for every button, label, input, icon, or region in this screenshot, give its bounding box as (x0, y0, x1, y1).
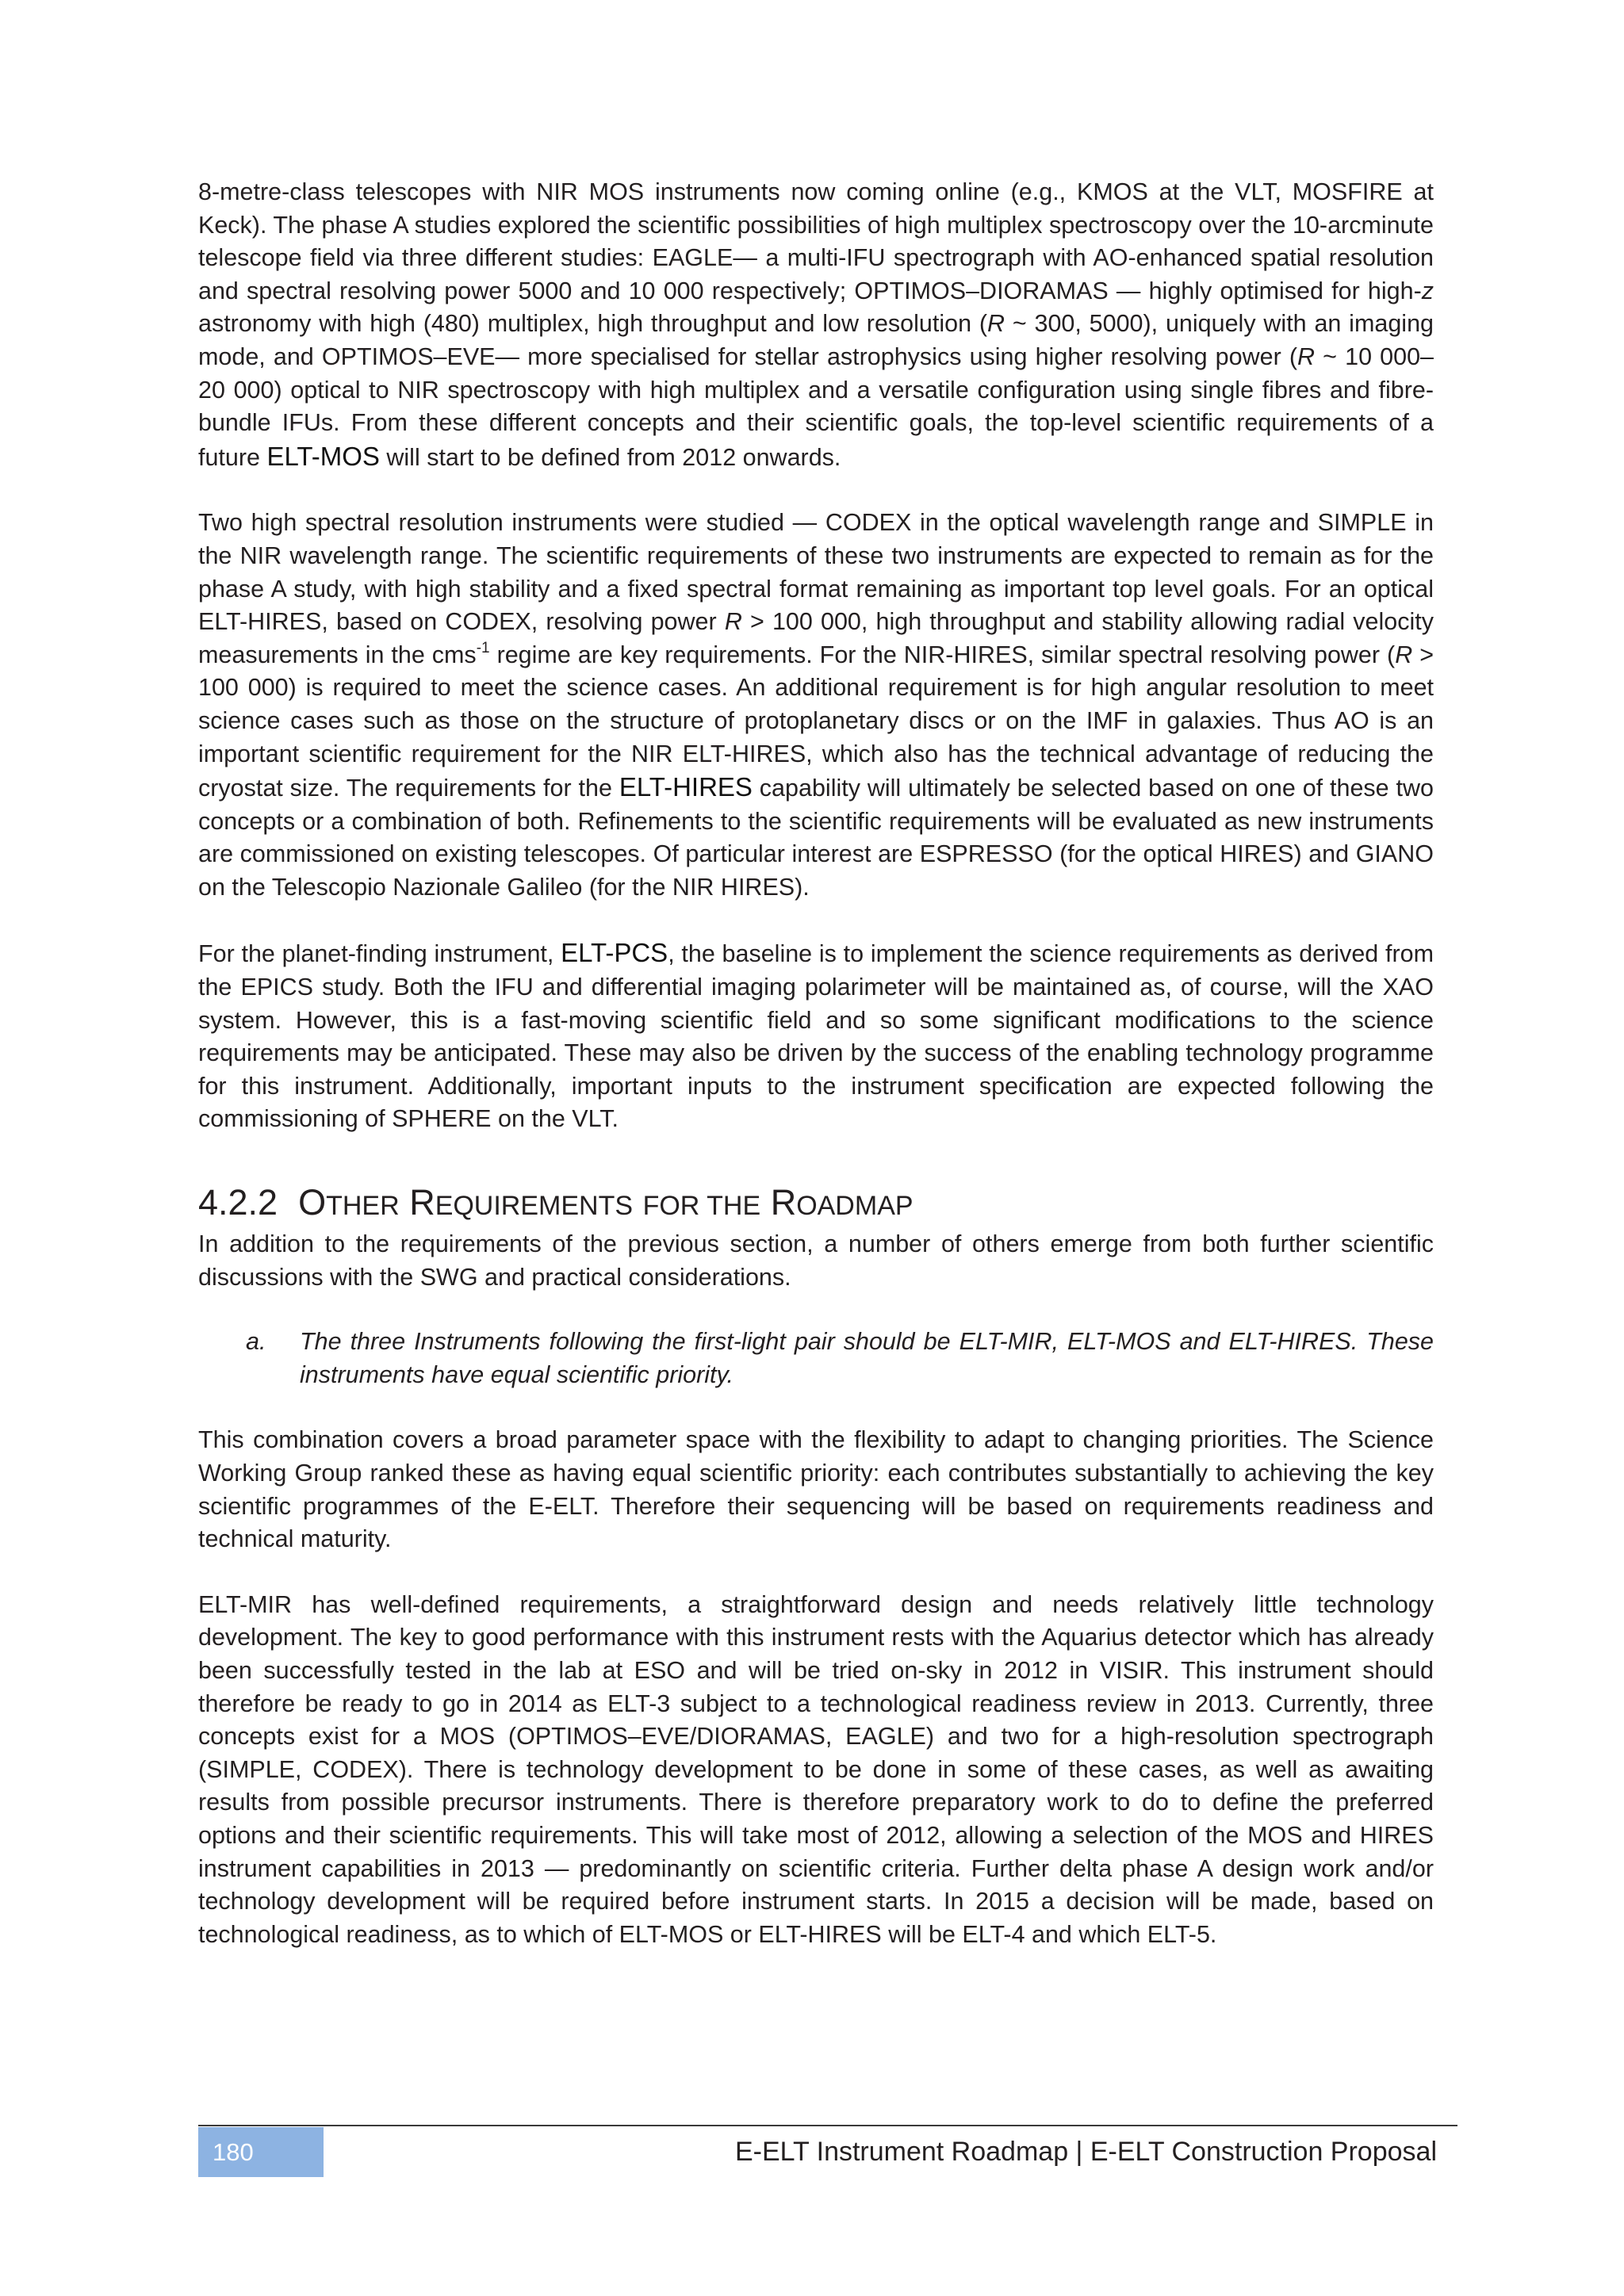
text-run: capability will ultimately be selected based on one of these two concepts or a combination of both. Refinements to the scientific requirements will be evaluated as new instruments are commissioned on existing telescopes. Of particular interest are ESPRESSO (for the optical HIRES) and GIANO on the Telescopio Nazionale Galileo (for the NIR HIRES). (198, 775, 1434, 901)
text-run: , the baseline is to implement the science requirements as derived from the EPICS study. Both the IFU and differential imaging polarimeter will be maintained as, of course, will the XAO system. However, this is a fast-moving scientific field and so some significant modifications to the science requirements may be anticipated. These may also be driven by the success of the enabling technology programme for this instrument. Additionally, important inputs to the instrument specification are expected following the commissioning of SPHERE on the VLT. (198, 940, 1434, 1133)
heading-letter: O (298, 1182, 327, 1223)
heading-letter: R (409, 1182, 435, 1223)
heading-smallcaps: EQUIREMENTS (435, 1191, 634, 1222)
footer-divider (198, 2125, 1457, 2126)
text-run: astronomy with high (480) multiplex, high throughput and low resolution ( (198, 310, 988, 338)
italic-z: z (1421, 277, 1434, 304)
heading-smallcaps: FOR THE (642, 1191, 761, 1222)
paragraph-combination: This combination covers a broad parameter space with the flexibility to adapt to changing priorities. The Science Working Group ranked these as having equal scientific priority: each contributes substantially to achieving the key scientific programmes of the E-ELT. Therefore their sequencing will be based on requirements readiness and technical maturity. (198, 1426, 1434, 1553)
paragraph-elt-hires (198, 507, 1434, 904)
instrument-name-highlight: ELT-MOS (266, 441, 380, 471)
paragraph-elt-pcs (198, 936, 1434, 1136)
italic-r: R (1395, 641, 1413, 668)
text-run: will start to be defined from 2012 onwards. (379, 443, 841, 471)
paragraph-elt-mir: ELT-MIR has well-defined requirements, a straightforward design and needs relatively little technology development. The key to good performance with this instrument rests with the Aquarius detector which has already been successfully tested in the lab at ESO and will be tried on-sky in 2012 in VISIR. This instrument should therefore be ready to go in 2014 as ELT-3 subject to a technological readiness review in 2013. Currently, three concepts exist for a MOS (OPTIMOS–EVE/DIORAMAS, EAGLE) and two for a high-resolution spectrograph (SIMPLE, CODEX). There is technology development to be done in some of these cases, as well as awaiting results from possible precursor instruments. There is therefore preparatory work to do to define the preferred options and their scientific requirements. This will take most of 2012, allowing a selection of the MOS and HIRES instrument capabilities in 2013 — predominantly on scientific criteria. Further delta phase A design work and/or technology development will be required before instrument starts. In 2015 a decision will be made, based on technological readiness, as to which of ELT-MOS or ELT-HIRES will be ELT-4 and which ELT-5. (198, 1590, 1434, 1948)
paragraph-intro: In addition to the requirements of the previous section, a number of others emerge from both further scientific discussions with the SWG and practical considerations. (198, 1230, 1434, 1291)
instrument-name-highlight: ELT-PCS (561, 938, 668, 968)
list-item (198, 1326, 1434, 1391)
page-number: 180 (198, 2127, 324, 2177)
heading-smallcaps: THER (326, 1191, 400, 1222)
italic-r: R (724, 608, 742, 636)
text-run: ~ 10 000–20 000) optical to NIR spectroscopy with high multiplex and a versatile configuration using single fibres and fibre-bundle IFUs. From these different concepts and their scientific goals, the top-level scientific requirements of a future (198, 342, 1434, 471)
instrument-name-highlight: ELT-HIRES (619, 772, 753, 802)
section-number: 4.2.2 (198, 1182, 278, 1223)
text-run: ~ 300, 5000), uniquely with an imaging mode, and OPTIMOS–EVE— more specialised for stellar astrophysics using higher resolving power ( (198, 310, 1434, 370)
text-run: regime are key requirements. For the NIR-HIRES, similar spectral resolving power ( (489, 641, 1396, 668)
italic-r: R (987, 310, 1005, 338)
heading-letter: R (770, 1182, 797, 1223)
paragraph-elt-mos (198, 176, 1434, 474)
heading-smallcaps: OADMAP (796, 1191, 914, 1222)
text-run: 8-metre-class telescopes with NIR MOS instruments now coming online (e.g., KMOS at the VLT, MOSFIRE at Keck). The phase A studies explored the scientific possibilities of high multiplex spectroscopy over the 10-arcminute telescope field via three different studies: EAGLE— a multi-IFU spectrograph with AO-enhanced spatial resolution and spectral resolving power 5000 and 10 000 respectively; OPTIMOS–DIORAMAS — highly optimised for high- (198, 178, 1434, 304)
footer-title: E-ELT Instrument Roadmap | E-ELT Construction Proposal (734, 2137, 1437, 2167)
section-heading (198, 1182, 1434, 1226)
italic-r: R (1297, 342, 1316, 370)
list-marker: a. (246, 1328, 266, 1356)
text-run: For the planet-finding instrument, (198, 940, 561, 968)
text-run: > 100 000, high throughput and stability allowing radial velocity measurements in the cms (198, 608, 1434, 668)
superscript: -1 (476, 639, 490, 656)
text-run: > 100 000) is required to meet the science cases. An additional requirement is for high angular resolution to meet science cases such as those on the structure of protoplanetary discs or on the IMF in galaxies. Thus AO is an important scientific requirement for the NIR ELT-HIRES, which also has the technical advantage of reducing the cryostat size. The requirements for the (198, 641, 1434, 802)
page-content (198, 176, 1434, 1951)
text-run: Two high spectral resolution instruments were studied — CODEX in the optical wavelength range and SIMPLE in the NIR wavelength range. The scientific requirements of these two instruments are expected to remain as for the phase A study, with high stability and a fixed spectral format remaining as important top level goals. For an optical ELT-HIRES, based on CODEX, resolving power (198, 509, 1434, 636)
list-item-text: The three Instruments following the first-light pair should be ELT-MIR, ELT-MOS and ELT-HIRES. These instruments have equal scientific priority. (300, 1328, 1434, 1388)
